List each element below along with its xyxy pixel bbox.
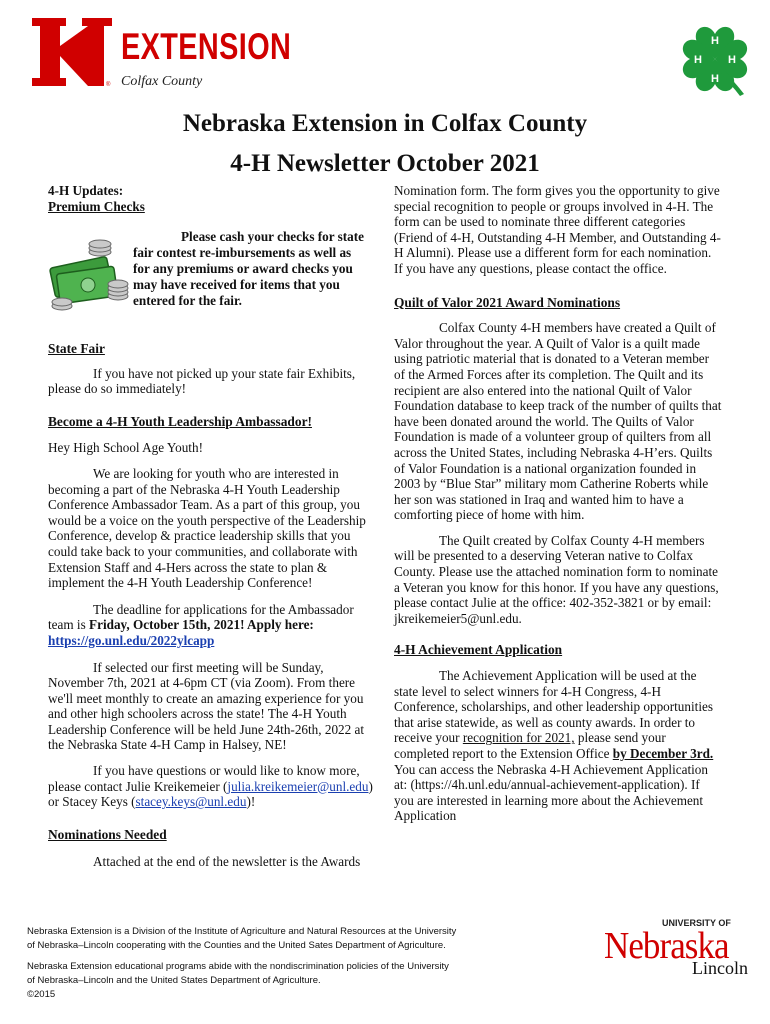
newsletter-subtitle: 4-H Newsletter October 2021 [230, 150, 540, 177]
unl-lincoln-word: Lincoln [692, 958, 748, 978]
right-column [394, 183, 722, 824]
unl-nebraska-word: Nebraska [604, 925, 729, 967]
money-stack-icon [48, 236, 130, 316]
unl-logo [604, 918, 754, 980]
footer-line-1: Nebraska Extension is a Division of the Institute of Agriculture and Natural Resources at the University [27, 926, 457, 937]
updates-block [48, 183, 248, 214]
svg-text:H: H [728, 54, 736, 66]
recognition-text: recognition for 2021, [462, 730, 575, 746]
premium-checks-text: Please cash your checks for state fair contest re-imbursements as well as for any premiums or award checks you may have received for items that you entered for the fair. [133, 229, 365, 308]
stacey-email-link[interactable]: stacey.keys@unl.edu [135, 794, 247, 810]
achievement-text-end: You can access the Nebraska 4-H Achievement Application at: (https://4h.unl.edu/annual-achievement-application). If you are interested in learning more about the Achievement Application [394, 761, 708, 824]
unl-university-of: UNIVERSITY OF [662, 918, 731, 928]
ambassador-paragraph-4 [48, 763, 373, 810]
footer-line-2: of Nebraska–Lincoln cooperating with the Counties and the United Sates Department of Agriculture. [27, 940, 446, 951]
state-fair-heading: State Fair [48, 341, 105, 356]
achievement-text-mid: please send your completed report to the Extension Office [394, 730, 666, 761]
julia-email-link[interactable]: julia.kreikemeier@unl.edu [227, 778, 369, 794]
svg-text:H: H [711, 73, 719, 85]
deadline-text: The deadline for applications for the Ambassador team is [48, 601, 354, 633]
footer-line-3: Nebraska Extension educational programs abide with the nondiscrimination policies of the University [27, 961, 449, 972]
updates-heading: 4-H Updates: [48, 183, 124, 198]
4h-clover-icon [676, 20, 754, 98]
ambassador-paragraph-2 [48, 602, 373, 649]
ambassador-paragraph-3: If selected our first meeting will be Sunday, November 7th, 2021 at 4-6pm CT (via Zoom). From there we'll meet monthly to create an amazing experience for you and other high schoolers across the state! The 4-H Youth Leadership Conference will be held June 24th-26th, 2022 at the Nebraska State 4-H Camp in Halsey, NE! [48, 659, 365, 753]
left-column [48, 341, 373, 870]
ambassador-greeting: Hey High School Age Youth! [48, 440, 203, 456]
ambassador-paragraph-1: We are looking for youth who are interested in becoming a part of the Nebraska 4-H Youth Leadership Conference Ambassador Team. As a part of this group, you would be a voice on the youth perspective of the Leadership Conference, develop & practice leadership skills that you could take back to your communities, and collaborate with Extension Staff and 4-Hers across the state to plan & implement the 4-H Youth Leadership Conference! [48, 465, 366, 591]
nominations-heading: Nominations Needed [48, 826, 167, 842]
achievement-heading: 4-H Achievement Application [394, 642, 563, 658]
contact-text: If you have questions or would like to know more, please contact Julie Kreikemeier ( [48, 763, 360, 794]
svg-text:H: H [694, 54, 702, 66]
application-link[interactable]: https://go.unl.edu/2022ylcapp [48, 632, 215, 648]
contact-text-mid: ) or Stacey Keys ( [48, 778, 373, 810]
state-fair-text: If you have not picked up your state fair Exhibits, please do so immediately! [48, 365, 356, 397]
quilt-heading: Quilt of Valor 2021 Award Nominations [394, 294, 621, 310]
achievement-deadline: by December 3rd. [612, 746, 714, 761]
achievement-text: The Achievement Application will be used at the state level to select winners for 4-H Congress, 4-H Conference, scholarships, and other leadership opportunities that arise statewide, as well as county awards. In order to receive your [394, 668, 713, 746]
newsletter-title: Nebraska Extension in Colfax County [182, 110, 588, 137]
svg-text:H: H [711, 35, 719, 47]
nominations-text-continued: Nomination form. The form gives you the opportunity to give special recognition to people or groups involved in 4-H. The form can be used to nominate three different categories (Friend of 4-H, Outstanding 4-H Member, and Outstanding 4-H Alumni). Please use a different form for each nomination. If you have any questions, please contact the office. [394, 183, 721, 276]
footer-disclaimer [27, 925, 497, 1002]
deadline-date: Friday, October 15th, 2021! Apply here: [89, 617, 314, 633]
nebraska-n-logo [30, 16, 114, 88]
achievement-paragraph [394, 668, 722, 824]
footer-line-4: of Nebraska–Lincoln and the United States Department of Agriculture. [27, 975, 321, 986]
ambassador-heading: Become a 4-H Youth Leadership Ambassador! [48, 413, 312, 429]
extension-wordmark: EXTENSION [121, 26, 292, 67]
svg-text:®: ® [106, 82, 111, 88]
quilt-paragraph-1: Colfax County 4-H members have created a Quilt of Valor throughout the year. A Quilt of Valor is a quilt made using patriotic material that is donated to a Veteran member of the Armed Forces after its completion. The Quilt and its recipient are also entered into the national Quilt of Valor Foundation database to keep track of the number of quilts that have been donated around the world. The Quilts of Valor Foundation is made of a volunteer group of quilters from all across the United States, including Nebraska 4-H’ers. Quilts of Valor Foundation is a national organization founded in 2003 by “Blue Star” military mom Catherine Roberts while her son was stationed in Iraq and wanted him to have a comforting piece of home with him. [394, 320, 722, 523]
footer-line-5: ©2015 [27, 989, 56, 1000]
quilt-paragraph-2: The Quilt created by Colfax County 4-H members will be presented to a deserving Veteran native to Colfax County. Please use the attached nomination form to nominate a Veteran you know for this honor. If you have any questions, please contact Julie at the office: 402-352-3821 or by email: jkreikemeier5@unl.edu. [394, 532, 719, 626]
contact-text-end: )! [246, 794, 256, 810]
county-name: Colfax County [121, 74, 203, 89]
premium-checks-heading: Premium Checks [48, 198, 145, 214]
nominations-text-start: Attached at the end of the newsletter is the Awards [93, 854, 361, 870]
